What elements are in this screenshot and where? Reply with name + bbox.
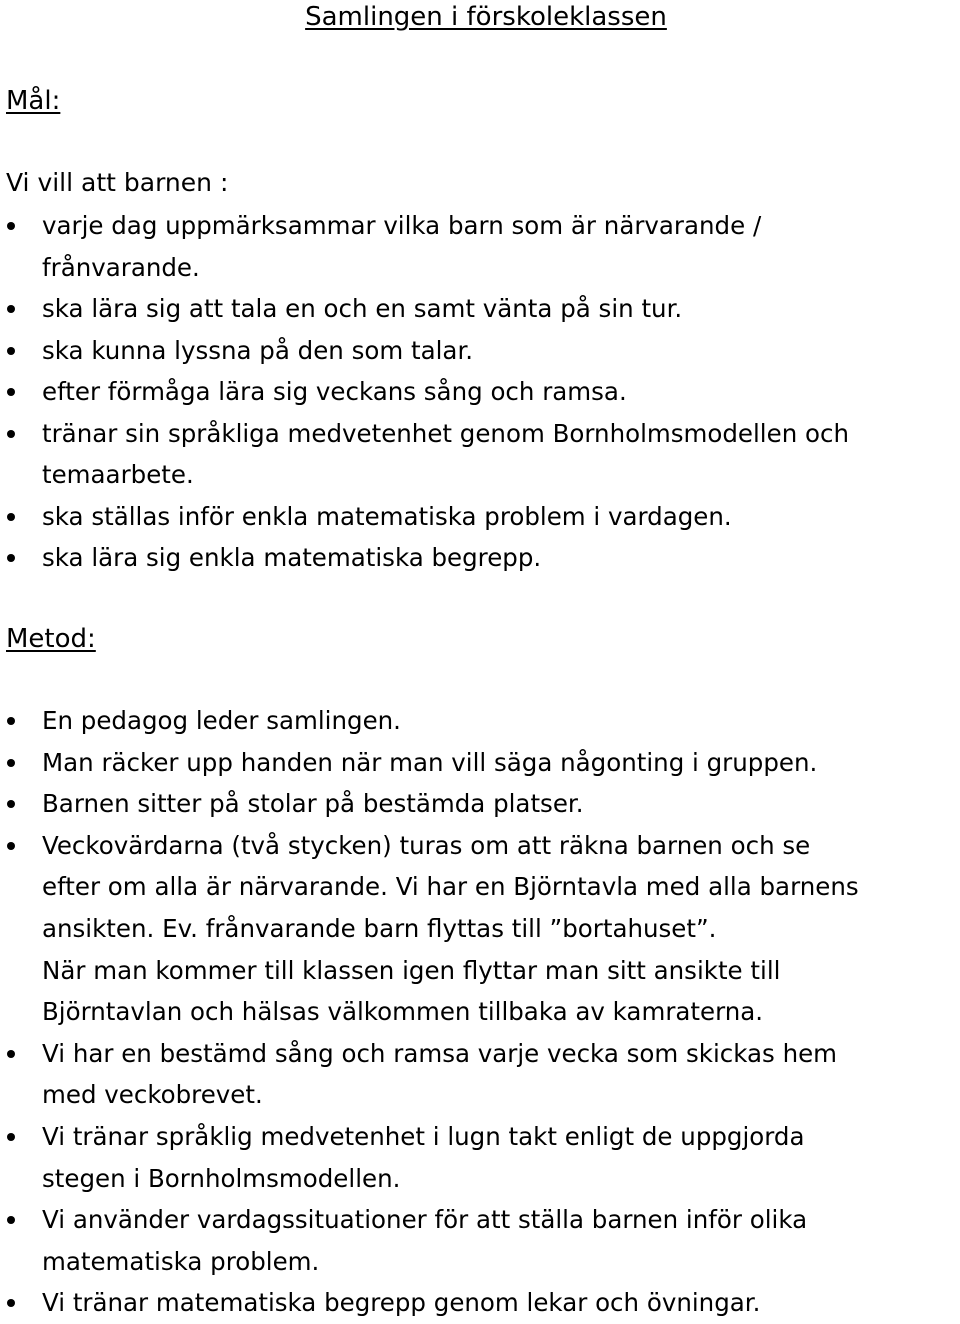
list-item-text: Vi använder vardagssituationer för att ställa barnen inför olika matematiska problem. bbox=[42, 1205, 808, 1276]
list-item-text: Vi tränar språklig medvetenhet i lugn takt enligt de uppgjorda stegen i Bornholmsmodellen. bbox=[42, 1121, 805, 1193]
bullet-icon bbox=[7, 388, 15, 396]
bullet-icon bbox=[7, 759, 15, 767]
bullet-icon bbox=[7, 305, 15, 313]
list-item bbox=[0, 700, 960, 742]
list-item-text: ska lära sig enkla matematiska begrepp. bbox=[42, 543, 542, 572]
list-item bbox=[0, 1282, 960, 1324]
list-item-text: varje dag uppmärksammar vilka barn som är närvarande / frånvarande. bbox=[42, 211, 762, 282]
list-item bbox=[0, 783, 960, 825]
list-item bbox=[0, 1116, 960, 1199]
list-item bbox=[0, 330, 960, 372]
list-item-text: Barnen sitter på stolar på bestämda platser. bbox=[42, 789, 584, 819]
list-item bbox=[0, 742, 960, 784]
bullet-icon bbox=[7, 1299, 15, 1307]
list-item bbox=[0, 825, 960, 1033]
bullet-icon bbox=[7, 800, 15, 808]
list-item-text: ska ställas inför enkla matematiska problem i vardagen. bbox=[42, 501, 732, 531]
method-list bbox=[0, 700, 960, 1324]
bullet-icon bbox=[7, 554, 15, 562]
list-item-text: ska lära sig att tala en och en samt vänta på sin tur. bbox=[42, 294, 683, 323]
bullet-icon bbox=[7, 513, 15, 521]
goals-intro: Vi vill att barnen : bbox=[6, 168, 229, 197]
list-item-text: Man räcker upp handen när man vill säga någonting i gruppen. bbox=[42, 747, 818, 777]
goals-list bbox=[0, 205, 960, 579]
list-item bbox=[0, 1033, 960, 1116]
list-item-text: Vi har en bestämd sång och ramsa varje vecka som skickas hem med veckobrevet. bbox=[42, 1038, 838, 1110]
list-item bbox=[0, 288, 960, 330]
list-item bbox=[0, 205, 960, 288]
bullet-icon bbox=[7, 347, 15, 355]
bullet-icon bbox=[7, 842, 15, 850]
list-item bbox=[0, 1199, 960, 1282]
list-item-text: En pedagog leder samlingen. bbox=[42, 706, 401, 735]
list-item-text: efter förmåga lära sig veckans sång och ramsa. bbox=[42, 377, 627, 406]
list-item bbox=[0, 413, 960, 496]
goals-heading: Mål: bbox=[6, 86, 61, 116]
document-title: Samlingen i förskoleklassen bbox=[305, 2, 667, 32]
list-item-text: ska kunna lyssna på den som talar. bbox=[42, 335, 474, 365]
list-item bbox=[0, 371, 960, 413]
list-item-text: tränar sin språkliga medvetenhet genom Bornholmsmodellen och temaarbete. bbox=[42, 418, 849, 489]
bullet-icon bbox=[7, 1133, 15, 1141]
bullet-icon bbox=[7, 430, 15, 438]
list-item bbox=[0, 496, 960, 538]
bullet-icon bbox=[7, 222, 15, 230]
method-heading: Metod: bbox=[6, 624, 96, 654]
bullet-icon bbox=[7, 717, 15, 725]
list-item-text: Veckovärdarna (två stycken) turas om att räkna barnen och se efter om alla är närvarande. Vi har en Björntavla med alla barnens ansikten. Ev. frånvarande barn flyttas till ”bortahuset”. När man kommer till klassen igen flyttar man sitt ansikte till Björntavlan och hälsas välkommen tillbaka av kamraterna. bbox=[42, 830, 859, 1027]
bullet-icon bbox=[7, 1216, 15, 1224]
bullet-icon bbox=[7, 1050, 15, 1058]
list-item bbox=[0, 537, 960, 579]
list-item-text: Vi tränar matematiska begrepp genom lekar och övningar. bbox=[42, 1288, 761, 1318]
